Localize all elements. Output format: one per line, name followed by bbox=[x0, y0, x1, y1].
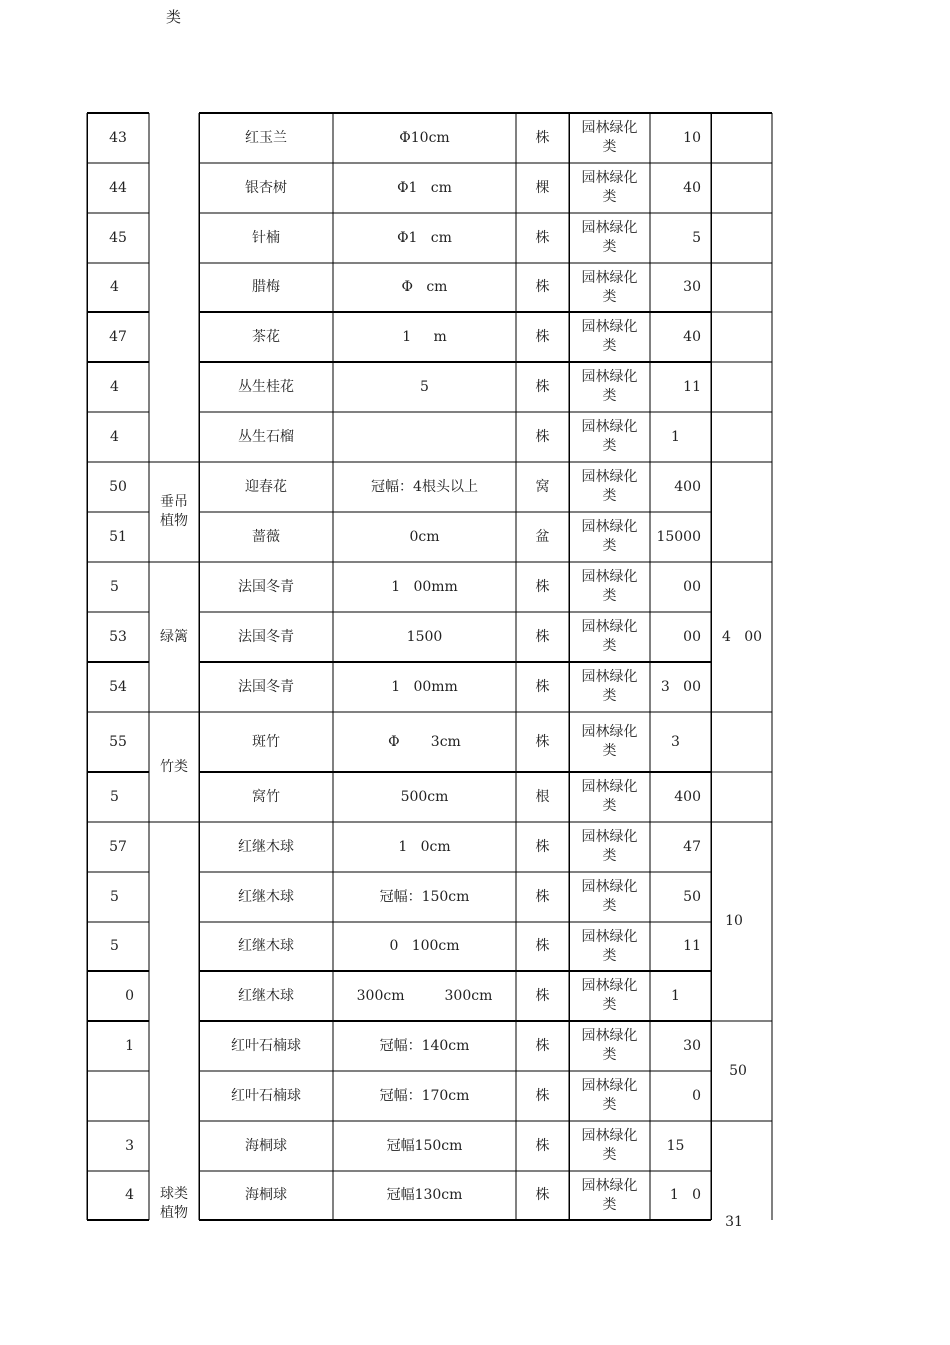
plant-spec: Φ10cm bbox=[399, 129, 450, 146]
plant-spec: 冠幅：170cm bbox=[379, 1087, 470, 1104]
quantity: 11 bbox=[683, 938, 701, 954]
category: 园林绿化类 bbox=[581, 724, 638, 759]
unit: 株 bbox=[535, 1137, 550, 1154]
row-number: 5 bbox=[110, 938, 119, 954]
row-number: 4 bbox=[110, 378, 119, 395]
plant-spec: 1 00mm bbox=[391, 678, 458, 695]
quantity: 1 bbox=[671, 428, 680, 445]
quantity: 3 bbox=[671, 733, 680, 750]
unit: 株 bbox=[535, 1187, 550, 1203]
quantity: 15 bbox=[666, 1137, 685, 1154]
row-number: 4 bbox=[110, 428, 119, 445]
plant-spec: 300cm 300cm bbox=[356, 987, 493, 1004]
category: 园林绿化类 bbox=[581, 120, 638, 155]
unit: 株 bbox=[535, 378, 550, 395]
category: 园林绿化类 bbox=[581, 1078, 638, 1113]
unit: 根 bbox=[535, 788, 550, 805]
quantity: 1 bbox=[671, 987, 680, 1004]
row-number: 47 bbox=[109, 328, 127, 345]
row-number: 51 bbox=[109, 528, 127, 545]
plant-name: 红叶石楠球 bbox=[231, 1087, 301, 1104]
quantity: 40 bbox=[683, 179, 701, 196]
plant-name: 茶花 bbox=[252, 328, 280, 345]
unit: 株 bbox=[535, 1087, 550, 1104]
plant-name: 针楠 bbox=[252, 229, 280, 246]
merged-hedge-total: 4 00 bbox=[721, 628, 763, 645]
plant-name: 腊梅 bbox=[252, 279, 280, 295]
row-number: 1 bbox=[125, 1037, 134, 1054]
plant-name: 红叶石楠球 bbox=[231, 1037, 301, 1054]
plant-spec bbox=[333, 412, 516, 462]
plant-spec: 冠幅130cm bbox=[386, 1187, 463, 1203]
plant-name: 窝竹 bbox=[252, 788, 280, 805]
category: 园林绿化类 bbox=[581, 1128, 638, 1163]
unit: 株 bbox=[535, 229, 550, 246]
plant-name: 海桐球 bbox=[245, 1137, 287, 1154]
plant-name: 丛生石榴 bbox=[238, 428, 294, 445]
category: 园林绿化类 bbox=[581, 779, 638, 814]
quantity: 10 bbox=[683, 129, 701, 146]
unit: 株 bbox=[535, 628, 550, 645]
quantity: 47 bbox=[683, 838, 701, 855]
unit: 株 bbox=[535, 428, 550, 445]
plant-spec: Φ cm bbox=[401, 279, 448, 295]
quantity: 30 bbox=[683, 279, 701, 295]
quantity: 00 bbox=[683, 578, 701, 595]
quantity: 40 bbox=[683, 328, 701, 345]
plant-name: 斑竹 bbox=[252, 733, 280, 750]
plant-name: 蔷薇 bbox=[252, 528, 280, 545]
plant-spec: 0cm bbox=[409, 528, 440, 545]
plant-name: 红继木球 bbox=[238, 838, 294, 855]
unit: 株 bbox=[535, 279, 550, 295]
plant-spec: 500cm bbox=[400, 788, 449, 805]
header-fragment: 类 bbox=[166, 8, 182, 26]
quantity: 1 0 bbox=[669, 1187, 701, 1203]
plant-name: 丛生桂花 bbox=[238, 378, 294, 395]
unit: 株 bbox=[535, 888, 550, 905]
row-number: 53 bbox=[109, 628, 127, 645]
merged-hongji-total: 10 bbox=[725, 912, 743, 929]
category: 园林绿化类 bbox=[581, 879, 638, 914]
category: 园林绿化类 bbox=[581, 319, 638, 354]
unit: 株 bbox=[535, 733, 550, 750]
category: 园林绿化类 bbox=[581, 419, 638, 454]
plant-spec: 0 100cm bbox=[389, 938, 460, 954]
unit: 盆 bbox=[535, 528, 550, 545]
row-number: 44 bbox=[109, 179, 127, 196]
unit: 株 bbox=[535, 838, 550, 855]
plant-spec: 1 0cm bbox=[398, 838, 451, 855]
plant-name: 法国冬青 bbox=[238, 628, 294, 645]
group-bamboo: 竹类 bbox=[160, 758, 188, 775]
plant-name: 红继木球 bbox=[238, 987, 294, 1004]
plant-spec: 冠幅：150cm bbox=[379, 888, 470, 905]
quantity: 0 bbox=[692, 1087, 701, 1104]
quantity: 400 bbox=[674, 478, 701, 495]
quantity: 400 bbox=[674, 788, 701, 805]
row-number: 57 bbox=[109, 838, 127, 855]
quantity: 30 bbox=[683, 1037, 701, 1054]
plant-name: 海桐球 bbox=[245, 1187, 287, 1203]
merged-haitong-total: 31 bbox=[725, 1213, 743, 1230]
row-number: 5 bbox=[110, 788, 119, 805]
category: 园林绿化类 bbox=[581, 469, 638, 504]
row-number: 43 bbox=[109, 129, 127, 146]
category: 园林绿化类 bbox=[581, 369, 638, 404]
category: 园林绿化类 bbox=[581, 1028, 638, 1063]
plant-spec: 5 bbox=[420, 378, 429, 395]
category: 园林绿化类 bbox=[581, 269, 638, 305]
row-number bbox=[87, 1071, 149, 1121]
row-number: 5 bbox=[110, 578, 119, 595]
row-number: 5 bbox=[110, 888, 119, 905]
group-ball-plants: 球类植物 bbox=[160, 1186, 188, 1221]
plant-spec: 1 m bbox=[402, 328, 447, 345]
plant-spec: 1 00mm bbox=[391, 578, 458, 595]
unit: 株 bbox=[535, 1037, 550, 1054]
row-number: 3 bbox=[125, 1137, 134, 1154]
row-number: 45 bbox=[109, 229, 127, 246]
plant-spec: Φ1 cm bbox=[397, 229, 452, 246]
unit: 株 bbox=[535, 328, 550, 345]
quantity: 15000 bbox=[656, 528, 701, 545]
quantity: 50 bbox=[683, 888, 701, 905]
unit: 窝 bbox=[535, 478, 550, 495]
row-number: 4 bbox=[125, 1187, 134, 1203]
plant-spec: 冠幅150cm bbox=[386, 1137, 463, 1154]
unit: 株 bbox=[535, 678, 550, 695]
quantity: 00 bbox=[683, 628, 701, 645]
category: 园林绿化类 bbox=[581, 619, 638, 654]
plant-spec: Φ1 cm bbox=[397, 179, 452, 196]
plant-name: 法国冬青 bbox=[238, 678, 294, 695]
category: 园林绿化类 bbox=[581, 569, 638, 604]
plant-spec: Φ 3cm bbox=[388, 733, 461, 750]
quantity: 5 bbox=[692, 229, 701, 246]
row-number: 50 bbox=[109, 478, 127, 495]
unit: 棵 bbox=[535, 179, 550, 196]
merged-shinan-total: 50 bbox=[729, 1062, 747, 1079]
category: 园林绿化类 bbox=[581, 519, 638, 554]
quantity: 11 bbox=[683, 378, 701, 395]
category: 园林绿化类 bbox=[581, 220, 638, 255]
row-number: 0 bbox=[125, 987, 134, 1004]
category: 园林绿化类 bbox=[581, 928, 638, 964]
row-number: 4 bbox=[110, 279, 119, 295]
category: 园林绿化类 bbox=[581, 829, 638, 864]
plant-name: 银杏树 bbox=[245, 179, 287, 196]
plant-spec: 冠幅：4根头以上 bbox=[371, 478, 478, 495]
plant-name: 法国冬青 bbox=[238, 578, 294, 595]
unit: 株 bbox=[535, 578, 550, 595]
plant-spec: 冠幅：140cm bbox=[379, 1037, 470, 1054]
row-number: 54 bbox=[109, 678, 127, 695]
unit: 株 bbox=[535, 938, 550, 954]
plant-name: 红玉兰 bbox=[245, 129, 287, 146]
plant-name: 红继木球 bbox=[238, 938, 294, 954]
category: 园林绿化类 bbox=[581, 1177, 638, 1213]
plant-spec: 1500 bbox=[406, 628, 443, 645]
group-hanging-plants: 垂吊植物 bbox=[160, 494, 188, 529]
category: 园林绿化类 bbox=[581, 669, 638, 704]
group-hedge: 绿篱 bbox=[160, 628, 188, 645]
quantity: 3 00 bbox=[660, 678, 701, 695]
unit: 株 bbox=[535, 987, 550, 1004]
category: 园林绿化类 bbox=[581, 170, 638, 205]
plant-name: 迎春花 bbox=[245, 478, 287, 495]
category: 园林绿化类 bbox=[581, 978, 638, 1013]
unit: 株 bbox=[535, 129, 550, 146]
plant-name: 红继木球 bbox=[238, 888, 294, 905]
row-number: 55 bbox=[109, 733, 127, 750]
